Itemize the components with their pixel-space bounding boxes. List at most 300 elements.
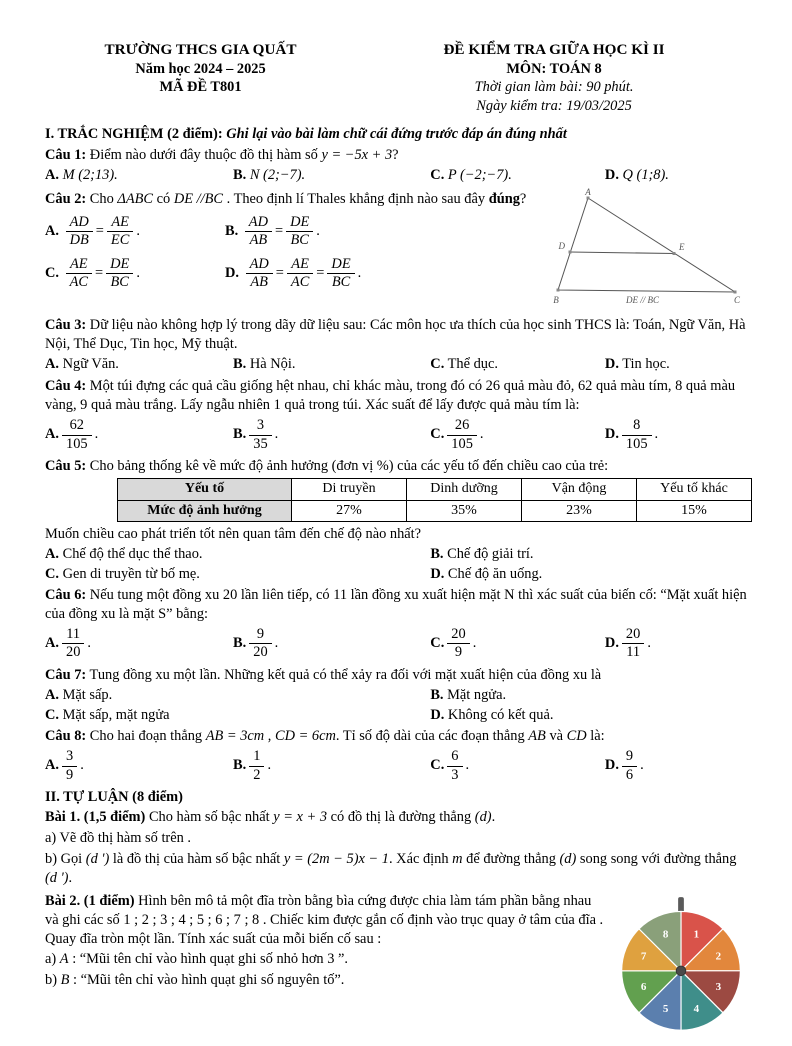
question-6-options [45, 627, 752, 660]
math-expression: y = x + 3 [273, 809, 328, 826]
question-6-label: Câu 6: [45, 586, 87, 603]
question-4-text [45, 377, 752, 414]
denominator: DB [69, 231, 89, 248]
school-name: TRƯỜNG THCS GIA QUẤT [104, 41, 297, 58]
option-a [45, 215, 225, 248]
question-7-options-row2 [45, 706, 752, 725]
option-text: Gen di truyền từ bố mẹ. [62, 566, 200, 583]
option-a [45, 355, 233, 374]
numerator: AD [245, 215, 272, 232]
numerator: 20 [447, 627, 469, 644]
denominator: 105 [451, 435, 473, 452]
option-text: M (2;13). [62, 167, 118, 184]
fraction [249, 749, 264, 782]
denominator: 35 [253, 435, 268, 452]
period: . [80, 757, 84, 774]
option-text: Hà Nội. [249, 356, 296, 373]
option-d [605, 627, 752, 660]
option-label: A. [45, 546, 59, 563]
vertex-label-b: B [553, 295, 559, 306]
fraction [447, 418, 477, 451]
table-cell: Yếu tố khác [637, 479, 752, 500]
problem-1-part-a: a) Vẽ đồ thị hàm số trên . [45, 830, 192, 847]
period: . [472, 635, 477, 652]
option-c [430, 418, 605, 451]
equals-sign: = [95, 264, 104, 281]
math-expression: (d ') [45, 869, 69, 886]
denominator: 9 [454, 644, 463, 661]
option-label: D. [604, 167, 619, 184]
part-b-text: để đường thẳng [466, 850, 556, 867]
fraction [327, 257, 354, 290]
numerator: 26 [447, 418, 477, 435]
option-d [430, 706, 752, 725]
exam-duration: Thời gian làm bài: 90 phút. [474, 79, 634, 96]
section2-title: II. TỰ LUẬN (8 điểm) [45, 788, 183, 805]
option-text: P (−2;−7). [447, 167, 512, 184]
option-label: B. [233, 356, 247, 373]
option-label: D. [604, 426, 619, 443]
fraction [622, 418, 652, 451]
question-3 [45, 316, 752, 374]
problem-1-stem: Cho hàm số bậc nhất [148, 809, 270, 826]
period: . [274, 635, 279, 652]
denominator: 20 [253, 644, 268, 661]
period: . [357, 264, 362, 281]
problem-2-part-b [45, 971, 604, 990]
option-label: D. [604, 356, 619, 373]
table-header-cell: Yếu tố [118, 479, 292, 500]
option-text: Chế độ ăn uống. [447, 566, 543, 583]
option-label: D. [604, 757, 619, 774]
spinner-wheel-figure [614, 894, 748, 1040]
math-expression: y = −5x + 3 [321, 146, 393, 163]
option-text: Chế độ thể dục thể thao. [62, 546, 203, 563]
fraction [66, 257, 92, 290]
option-label: A. [45, 356, 59, 373]
numerator: AE [107, 215, 133, 232]
option-text: Thể dục. [447, 356, 498, 373]
period: . [136, 222, 140, 239]
question-2-mid: có [156, 191, 171, 208]
problem-2-text [45, 892, 604, 948]
question-7-label: Câu 7: [45, 666, 87, 683]
event-text: : “Mũi tên chỉ vào hình quạt ghi số nguyên tố”. [73, 972, 345, 989]
vertex-label-a: A [585, 188, 591, 198]
numerator: 3 [62, 749, 77, 766]
problem-2 [45, 890, 752, 1046]
option-c [430, 749, 605, 782]
table-header-cell: Mức độ ảnh hưởng [118, 500, 292, 521]
table-row [118, 479, 752, 500]
question-5-stem: Cho bảng thống kê về mức độ ảnh hưởng (đơn vị %) của các yếu tố đến chiều cao của trẻ: [89, 457, 609, 474]
question-5-label: Câu 5: [45, 457, 87, 474]
question-8-text [45, 727, 752, 746]
option-b [233, 355, 430, 374]
period: . [654, 426, 659, 443]
problem-1-label: Bài 1. (1,5 điểm) [45, 809, 146, 826]
question-3-stem: Dữ liệu nào không hợp lý trong dãy dữ liệu sau: Các môn học ưa thích của học sinh THCS là: Toán, Ngữ Văn, Hà Nội, Thể Dục, Tin học, Mỹ thuật. [45, 316, 746, 352]
numerator: 20 [622, 627, 644, 644]
numerator: DE [327, 257, 354, 274]
option-c [45, 257, 225, 290]
math-expression: (d) [474, 809, 492, 826]
part-label: a) [45, 951, 57, 968]
thales-triangle-figure [552, 188, 752, 308]
header-right [356, 40, 752, 116]
option-d [605, 418, 752, 451]
question-8-stem: Cho hai đoạn thẳng [89, 727, 203, 744]
option-text: Tin học. [622, 356, 670, 373]
school-year: Năm học 2024 – 2025 [135, 60, 266, 77]
numerator: AE [287, 257, 313, 274]
denominator: 2 [253, 766, 261, 783]
period: . [491, 809, 496, 826]
fraction [66, 215, 93, 248]
question-8-label: Câu 8: [45, 727, 87, 744]
option-label: C. [430, 356, 445, 373]
period: . [68, 869, 73, 886]
denominator: 11 [626, 644, 641, 661]
option-d [430, 565, 752, 584]
parallel-line-de [570, 252, 674, 254]
period: . [640, 757, 644, 774]
question-2-text [45, 190, 552, 209]
point-c [734, 291, 737, 294]
emphasis-word: đúng [488, 191, 520, 208]
problem-2-part-a [45, 950, 604, 969]
question-4 [45, 377, 752, 452]
fraction [246, 257, 273, 290]
option-label: C. [430, 426, 445, 443]
fraction [245, 215, 272, 248]
question-8-and: và [549, 727, 564, 744]
denominator: 105 [66, 435, 88, 452]
table-cell: 15% [637, 500, 752, 521]
question-5 [45, 457, 752, 584]
denominator: BC [331, 274, 351, 291]
option-label: A. [45, 426, 59, 443]
numerator: AE [66, 257, 92, 274]
option-b [430, 545, 752, 564]
option-c [45, 706, 430, 725]
question-5-subquestion: Muốn chiều cao phát triển tốt nên quan tâm đến chế độ nào nhất? [45, 525, 422, 542]
question-2-label: Câu 2: [45, 191, 87, 208]
math-expression: CD [566, 727, 587, 744]
question-1-text [45, 146, 752, 165]
question-7-text [45, 666, 752, 685]
problem-1 [45, 808, 752, 887]
question-8 [45, 727, 752, 783]
option-label: C. [45, 264, 59, 281]
option-a [45, 418, 233, 451]
numerator: 9 [622, 749, 637, 766]
question-2-figure [552, 188, 752, 314]
option-b [233, 418, 430, 451]
option-label: C. [430, 635, 445, 652]
fraction [447, 627, 469, 660]
option-label: B. [233, 635, 247, 652]
fraction [62, 627, 84, 660]
denominator: AB [249, 231, 268, 248]
fraction [249, 418, 271, 451]
equals-sign: = [95, 222, 104, 239]
option-b [225, 215, 552, 248]
denominator: BC [110, 274, 129, 291]
problem-2-label: Bài 2. (1 điểm) [45, 893, 135, 910]
math-expression: m [452, 850, 463, 867]
question-4-options [45, 418, 752, 451]
option-b [233, 749, 430, 782]
fraction [287, 257, 313, 290]
table-cell: Di truyền [292, 479, 407, 500]
option-label: D. [430, 566, 445, 583]
option-label: D. [430, 707, 445, 723]
table-cell: 23% [522, 500, 637, 521]
math-expression: (d) [559, 850, 577, 867]
point-b [557, 289, 560, 292]
question-8-options [45, 749, 752, 782]
option-label: B. [233, 426, 247, 443]
denominator: AC [290, 274, 310, 291]
question-2-mid2: . Theo định lí Thales khẳng định nào sau đây [223, 191, 486, 208]
question-2-options [45, 215, 552, 291]
option-label: A. [45, 635, 59, 652]
header-left [45, 40, 356, 116]
question-7-options-row1 [45, 686, 752, 705]
denominator: AC [69, 274, 88, 291]
question-5-text [45, 457, 752, 476]
option-label: D. [224, 264, 239, 281]
option-text: Mặt ngửa. [447, 687, 507, 704]
question-3-label: Câu 3: [45, 316, 87, 333]
question-8-mid: . Tỉ số độ dài của các đoạn thẳng [335, 727, 525, 744]
wheel-number: 6 [640, 981, 647, 994]
option-d [605, 355, 752, 374]
numerator: 9 [249, 627, 271, 644]
question-7-stem: Tung đồng xu một lần. Những kết quả có thể xảy ra đối với mặt xuất hiện của đồng xu là [89, 666, 602, 683]
denominator: EC [110, 231, 130, 248]
question-8-tail: là: [590, 727, 605, 744]
period: . [136, 264, 140, 281]
option-c [430, 627, 605, 660]
period: . [267, 757, 272, 774]
option-label: B. [233, 757, 247, 774]
fraction [249, 627, 271, 660]
numerator: DE [286, 215, 313, 232]
wheel-number: 4 [693, 1003, 700, 1016]
option-label: A. [45, 757, 59, 774]
option-label: B. [430, 687, 444, 704]
math-expression: y = (2m − 5)x − 1 [283, 850, 389, 867]
numerator: 62 [62, 418, 92, 435]
denominator: 20 [66, 644, 81, 661]
option-d [605, 166, 752, 185]
fraction [107, 215, 133, 248]
period: . [87, 635, 91, 652]
option-b [233, 627, 430, 660]
option-label: B. [430, 546, 444, 563]
question-2-content [45, 188, 552, 314]
option-b [233, 166, 430, 185]
exam-subject: MÔN: TOÁN 8 [506, 60, 602, 77]
wheel-number: 8 [662, 928, 669, 941]
fraction [447, 749, 462, 782]
option-c [45, 565, 430, 584]
q5-statistics-table [117, 478, 752, 521]
math-expression: DE //BC [173, 191, 224, 208]
event-variable: A [59, 951, 69, 968]
part-b-text: b) Gọi [45, 850, 83, 867]
period: . [647, 635, 651, 652]
numerator: AD [246, 257, 273, 274]
problem-2-stem: Hình bên mô tả một đĩa tròn bằng bìa cứng được chia làm tám phần bằng nhau và ghi các số 1 ; 2 ; 3 ; 4 ; 5 ; 6 ; 7 ; 8 . Chiếc kim được gắn cố định vào trục quay ở tâm của đĩa . Quay đĩa tròn một lần. Tính xác suất của mỗi biến cố sau : [45, 893, 604, 947]
option-label: A. [45, 167, 59, 184]
equals-sign: = [274, 222, 284, 239]
wheel-center-pin [676, 966, 686, 976]
table-cell: 27% [292, 500, 407, 521]
part-b-text: song song với đường thẳng [579, 850, 737, 867]
option-d [605, 749, 752, 782]
option-label: C. [430, 167, 445, 184]
option-label: C. [45, 566, 59, 583]
option-text: Mặt sấp. [62, 687, 113, 704]
option-text: Q (1;8). [622, 167, 669, 184]
question-2 [45, 188, 752, 314]
denominator: BC [290, 231, 309, 248]
option-label: D. [604, 635, 619, 652]
option-text: Mặt sấp, mặt ngửa [62, 707, 170, 723]
option-label: A. [45, 222, 59, 239]
numerator: 8 [622, 418, 652, 435]
table-row [118, 500, 752, 521]
exam-date: Ngày kiểm tra: 19/03/2025 [476, 98, 632, 115]
comma: , [267, 727, 272, 744]
wheel-number: 5 [662, 1003, 669, 1016]
question-4-stem: Một túi đựng các quả cầu giống hệt nhau, chỉ khác màu, trong đó có 26 quả màu đỏ, 62 quả màu tím, 8 quả màu vàng, 9 quả màu trắng. Lấy ngẫu nhiên 1 quả trong túi. Xác suất để lấy được quả màu tím là: [45, 377, 736, 413]
exam-code: MÃ ĐỀ T801 [159, 79, 242, 96]
wheel-number: 2 [715, 950, 722, 963]
part-b-text: là đồ thị của hàm số bậc nhất [112, 850, 281, 867]
option-label: A. [45, 687, 59, 704]
denominator: 3 [451, 766, 459, 783]
vertex-label-c: C [733, 295, 741, 306]
question-2-tail: ? [519, 191, 527, 208]
question-6 [45, 586, 752, 661]
section1-instruction: Ghi lại vào bài làm chữ cái đứng trước đáp án đúng nhất [226, 125, 567, 142]
fraction [62, 749, 77, 782]
wheel-number: 3 [715, 981, 722, 994]
wheel-number: 7 [640, 950, 647, 963]
event-variable: B [60, 972, 70, 989]
question-1-options [45, 166, 752, 185]
section1-heading [45, 125, 752, 144]
option-label: C. [430, 757, 445, 774]
option-b [430, 686, 752, 705]
equals-sign: = [316, 264, 325, 281]
fraction [62, 418, 92, 451]
option-text: Không có kết quả. [447, 707, 554, 723]
figure-caption: DE // BC [626, 295, 659, 306]
question-6-text [45, 586, 752, 623]
numerator: AD [66, 215, 93, 232]
question-5-options-row2 [45, 565, 752, 584]
question-1-stem: Điểm nào dưới đây thuộc đồ thị hàm số [89, 146, 318, 163]
question-6-stem: Nếu tung một đồng xu 20 lần liên tiếp, có 11 lần đồng xu xuất hiện mặt N thì xác suất của biến cố: “Mặt xuất hiện của đồng xu là mặt S” bằng: [45, 586, 747, 622]
fraction [622, 627, 644, 660]
event-text: : “Mũi tên chỉ vào hình quạt ghi số nhỏ hơn 3 ”. [72, 951, 349, 968]
exam-header [45, 40, 752, 116]
fraction [286, 215, 313, 248]
math-expression: (d ') [85, 850, 110, 867]
option-a [45, 627, 233, 660]
problem-1-text [45, 808, 752, 827]
question-3-text [45, 316, 752, 353]
numerator: 1 [249, 749, 264, 766]
option-a [45, 686, 430, 705]
option-a [45, 545, 430, 564]
part-b-text: . Xác định [388, 850, 449, 867]
period: . [465, 757, 470, 774]
vertex-label-e: E [679, 242, 685, 253]
option-label: B. [224, 222, 239, 239]
triangle-lines [558, 198, 735, 292]
numerator: DE [106, 257, 133, 274]
math-expression: CD = 6cm [275, 727, 336, 744]
problem-1-part-b [45, 850, 752, 887]
option-c [430, 355, 605, 374]
numerator: 11 [62, 627, 84, 644]
exam-title: ĐỀ KIỂM TRA GIỮA HỌC KÌ II [443, 41, 665, 58]
question-1-tail: ? [392, 146, 399, 163]
wheel-number: 1 [693, 928, 700, 941]
option-text: Chế độ giải trí. [447, 546, 534, 563]
part-label: b) [45, 972, 57, 989]
vertex-label-d: D [558, 241, 565, 252]
question-7 [45, 666, 752, 725]
denominator: 9 [66, 766, 74, 783]
question-2-stem: Cho [89, 191, 114, 208]
question-4-label: Câu 4: [45, 377, 87, 394]
option-c [430, 166, 605, 185]
denominator: 6 [625, 766, 634, 783]
period: . [274, 426, 279, 443]
question-5-options-row1 [45, 545, 752, 564]
table-cell: Vận động [522, 479, 637, 500]
option-a [45, 166, 233, 185]
option-text: N (2;−7). [249, 167, 306, 184]
section1-title: I. TRẮC NGHIỆM (2 điểm): [45, 125, 223, 142]
triangle-abc [558, 198, 735, 292]
table-cell: 35% [407, 500, 522, 521]
question-1 [45, 146, 752, 185]
point-d [569, 251, 572, 254]
problem-2-figure [614, 890, 752, 1046]
point-e [673, 252, 676, 255]
option-label: C. [45, 707, 59, 723]
problem-2-content [45, 890, 614, 1046]
option-a [45, 749, 233, 782]
option-text: Ngữ Văn. [62, 356, 119, 373]
period: . [479, 426, 484, 443]
vertex-labels [553, 188, 741, 305]
table-cell: Dinh dưỡng [407, 479, 522, 500]
fraction [106, 257, 133, 290]
math-expression: ΔABC [117, 191, 154, 208]
option-d [225, 257, 552, 290]
question-3-options [45, 355, 752, 374]
option-label: B. [233, 167, 247, 184]
